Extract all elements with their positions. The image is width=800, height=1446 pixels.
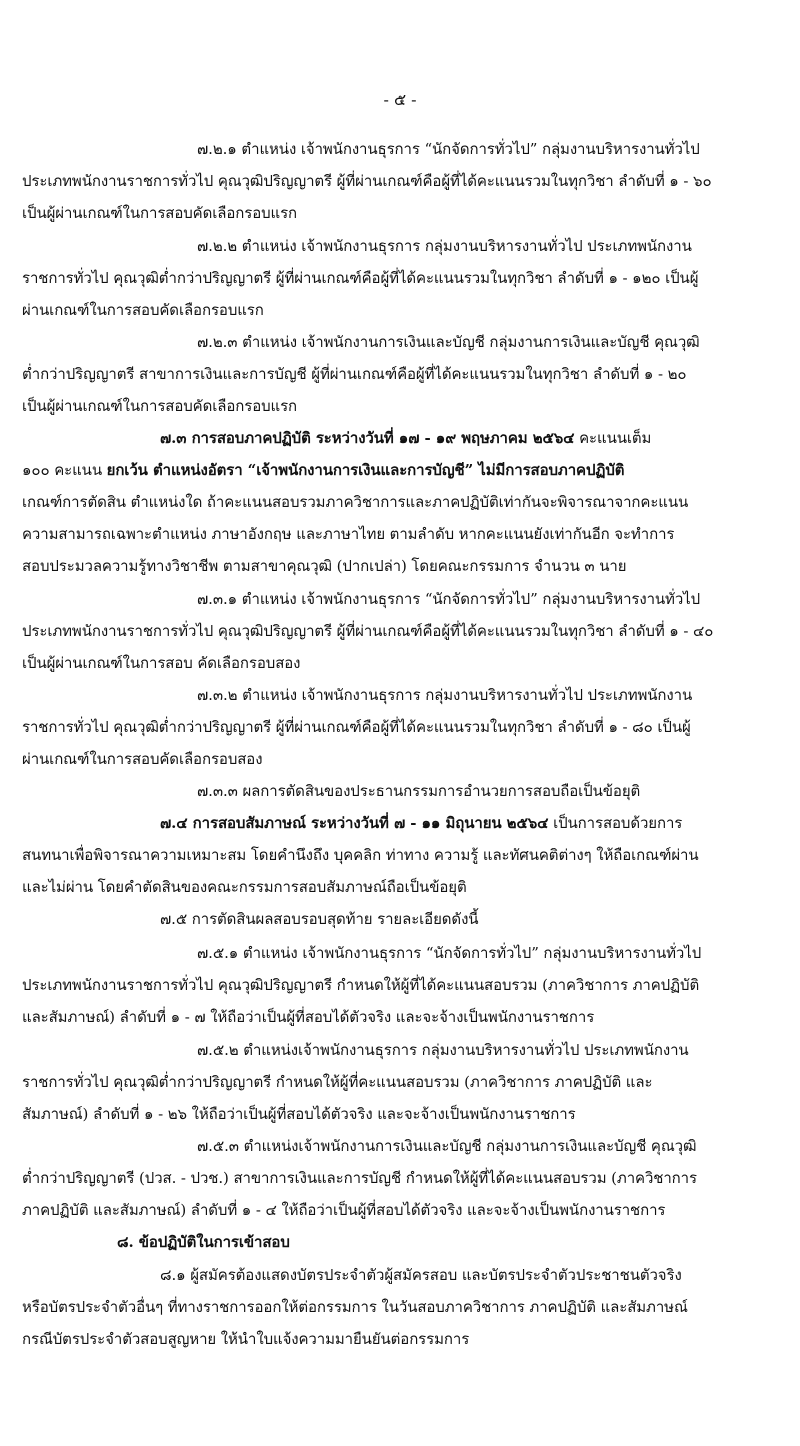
body-line: ๗.๓.๑ ตำแหน่ง เจ้าพนักงานธุรการ “นักจัดการทั่วไป” กลุ่มงานบริหารงานทั่วไป xyxy=(197,590,701,608)
body-line: ๗.๒.๒ ตำแหน่ง เจ้าพนักงานธุรการ กลุ่มงานบริหารงานทั่วไป ประเภทพนักงาน xyxy=(197,237,692,255)
body-line: และไม่ผ่าน โดยคำตัดสินของคณะกรรมการสอบสัมภาษณ์ถือเป็นข้อยุติ xyxy=(22,878,467,896)
body-line xyxy=(22,459,624,481)
body-line: ราชการทั่วไป คุณวุฒิต่ำกว่าปริญญาตรี กำหนดให้ผู้ที่คะแนนสอบรวม (ภาควิชาการ ภาคปฏิบัติ และ xyxy=(22,1073,653,1091)
body-line: ราชการทั่วไป คุณวุฒิต่ำกว่าปริญญาตรี ผู้ที่ผ่านเกณฑ์คือผู้ที่ได้คะแนนรวมในทุกวิชา ลำดับที่ ๑ - ๑๒๐ เป็นผู้ xyxy=(22,269,699,287)
body-line: หรือบัตรประจำตัวอื่นๆ ที่ทางราชการออกให้ต่อกรรมการ ในวันสอบภาควิชาการ ภาคปฏิบัติ และสัมภาษณ์ xyxy=(22,1298,688,1316)
body-line: ๗.๓.๒ ตำแหน่ง เจ้าพนักงานธุรการ กลุ่มงานบริหารงานทั่วไป ประเภทพนักงาน xyxy=(197,686,693,704)
body-line: เป็นผู้ผ่านเกณฑ์ในการสอบคัดเลือกรอบแรก xyxy=(22,204,298,222)
body-line: ๘.๑ ผู้สมัครต้องแสดงบัตรประจำตัวผู้สมัครสอบ และบัตรประจำตัวประชาชนตัวจริง xyxy=(160,1266,682,1284)
body-line: สัมภาษณ์) ลำดับที่ ๑ - ๒๖ ให้ถือว่าเป็นผู้ที่สอบได้ตัวจริง และจะจ้างเป็นพนักงานราชการ xyxy=(22,1105,576,1123)
body-line: และสัมภาษณ์) ลำดับที่ ๑ - ๗ ให้ถือว่าเป็นผู้ที่สอบได้ตัวจริง และจะจ้างเป็นพนักงานราชการ xyxy=(22,1008,595,1026)
body-line: ประเภทพนักงานราชการทั่วไป คุณวุฒิปริญญาตรี กำหนดให้ผู้ที่ได้คะแนนสอบรวม (ภาควิชาการ ภาคปฏิบัติ xyxy=(22,976,700,994)
body-line: ภาคปฏิบัติ และสัมภาษณ์) ลำดับที่ ๑ - ๔ ให้ถือว่าเป็นผู้ที่สอบได้ตัวจริง และจะจ้างเป็นพนักงานราชการ xyxy=(22,1201,666,1219)
body-line: ผ่านเกณฑ์ในการสอบคัดเลือกรอบแรก xyxy=(22,301,264,319)
heading-text: ๗.๓ การสอบภาคปฏิบัติ ระหว่างวันที่ ๑๗ - ๑๙ พฤษภาคม ๒๕๖๔ xyxy=(160,429,575,447)
heading-text: ๗.๔ การสอบสัมภาษณ์ ระหว่างวันที่ ๗ - ๑๑ มิถุนายน ๒๕๖๔ xyxy=(160,814,549,832)
body-line: ราชการทั่วไป คุณวุฒิต่ำกว่าปริญญาตรี ผู้ที่ผ่านเกณฑ์คือผู้ที่ได้คะแนนรวมในทุกวิชา ลำดับที่ ๑ - ๘๐ เป็นผู้ xyxy=(22,718,691,736)
page-number: - ๕ - xyxy=(383,90,417,109)
body-line: ๗.๕ การตัดสินผลสอบรอบสุดท้าย รายละเอียดดังนี้ xyxy=(160,910,479,928)
body-line: ๗.๕.๓ ตำแหน่งเจ้าพนักงานการเงินและบัญชี กลุ่มงานการเงินและบัญชี คุณวุฒิ xyxy=(197,1137,697,1155)
body-line: ๗.๓.๓ ผลการตัดสินของประธานกรรมการอำนวยการสอบถือเป็นข้อยุติ xyxy=(197,782,641,800)
body-line: ผ่านเกณฑ์ในการสอบคัดเลือกรอบสอง xyxy=(22,750,263,768)
line-bold: ยกเว้น ตำแหน่งอัตรา “เจ้าพนักงานการเงินและการบัญชี” ไม่มีการสอบภาคปฏิบัติ xyxy=(106,461,625,479)
body-line: ต่ำกว่าปริญญาตรี (ปวส. - ปวช.) สาขาการเงินและการบัญชี กำหนดให้ผู้ที่ได้คะแนนสอบรวม (ภาควิชาการ xyxy=(22,1169,697,1187)
section-heading-7-3 xyxy=(160,427,651,449)
body-line: กรณีบัตรประจำตัวสอบสูญหาย ให้นำใบแจ้งความมายืนยันต่อกรรมการ xyxy=(22,1330,470,1348)
line-lead: ๑๐๐ คะแนน xyxy=(22,461,107,479)
body-line: ๗.๕.๒ ตำแหน่งเจ้าพนักงานธุรการ กลุ่มงานบริหารงานทั่วไป ประเภทพนักงาน xyxy=(197,1041,689,1059)
section-heading-7-4 xyxy=(160,812,682,834)
body-line: ความสามารถเฉพาะตำแหน่ง ภาษาอังกฤษ และภาษาไทย ตามลำดับ หากคะแนนยังเท่ากันอีก จะทำการ xyxy=(22,525,675,543)
body-line: สนทนาเพื่อพิจารณาความเหมาะสม โดยคำนึงถึง บุคคลิก ท่าทาง ความรู้ และทัศนคติต่างๆ ให้ถือเกณฑ์ผ่าน xyxy=(22,846,699,864)
section-heading-8: ๘. ข้อปฏิบัติในการเข้าสอบ xyxy=(117,1233,290,1251)
body-line: ต่ำกว่าปริญญาตรี สาขาการเงินและการบัญชี ผู้ที่ผ่านเกณฑ์คือผู้ที่ได้คะแนนรวมในทุกวิชา ลำดับที่ ๑ - ๒๐ xyxy=(22,365,687,383)
body-line: ประเภทพนักงานราชการทั่วไป คุณวุฒิปริญญาตรี ผู้ที่ผ่านเกณฑ์คือผู้ที่ได้คะแนนรวมในทุกวิชา ลำดับที่ ๑ - ๔๐ xyxy=(22,622,714,640)
body-line: ๗.๒.๑ ตำแหน่ง เจ้าพนักงานธุรการ “นักจัดการทั่วไป” กลุ่มงานบริหารงานทั่วไป xyxy=(197,140,700,158)
body-line: เป็นผู้ผ่านเกณฑ์ในการสอบ คัดเลือกรอบสอง xyxy=(22,654,301,672)
body-line: เกณฑ์การตัดสิน ตำแหน่งใด ถ้าคะแนนสอบรวมภาควิชาการและภาคปฏิบัติเท่ากันจะพิจารณาจากคะแนน xyxy=(22,493,689,511)
body-line: สอบประมวลความรู้ทางวิชาชีพ ตามสาขาคุณวุฒิ (ปากเปล่า) โดยคณะกรรมการ จำนวน ๓ นาย xyxy=(22,557,627,575)
heading-tail: เป็นการสอบด้วยการ xyxy=(548,814,683,832)
body-line: ๗.๒.๓ ตำแหน่ง เจ้าพนักงานการเงินและบัญชี กลุ่มงานการเงินและบัญชี คุณวุฒิ xyxy=(197,333,700,351)
body-line: เป็นผู้ผ่านเกณฑ์ในการสอบคัดเลือกรอบแรก xyxy=(22,397,298,415)
body-line: ๗.๕.๑ ตำแหน่ง เจ้าพนักงานธุรการ “นักจัดการทั่วไป” กลุ่มงานบริหารงานทั่วไป xyxy=(197,944,702,962)
heading-tail: คะแนนเต็ม xyxy=(574,429,652,447)
body-line: ประเภทพนักงานราชการทั่วไป คุณวุฒิปริญญาตรี ผู้ที่ผ่านเกณฑ์คือผู้ที่ได้คะแนนรวมในทุกวิชา ลำดับที่ ๑ - ๖๐ xyxy=(22,172,712,190)
